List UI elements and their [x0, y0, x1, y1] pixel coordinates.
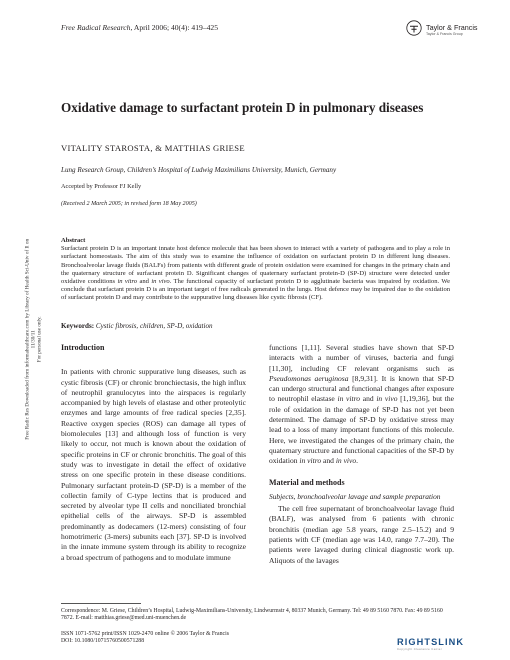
abstract-in-vivo: in vivo [151, 278, 170, 286]
rightslink-name: RIGHTSLINK [397, 637, 465, 647]
rightslink-tagline: Copyright Clearance Center [397, 647, 443, 651]
issn-line: ISSN 1071-5762 print/ISSN 1029-2470 online © 2006 Taylor & Francis [61, 631, 229, 637]
abstract [61, 237, 450, 303]
article-authors: VITALITY STAROSTA, & MATTHIAS GRIESE [61, 143, 245, 153]
keywords-list: Cystic fibrosis, children, SP-D, oxidation [95, 322, 213, 330]
download-watermark [25, 229, 44, 449]
publisher-name: Taylor & Francis [426, 23, 478, 32]
doi-line: DOI: 10.1080/10715760500571288 [61, 638, 145, 645]
publisher-group: Taylor & Francis Group [426, 32, 463, 36]
introduction-paragraph: In patients with chronic suppurative lung diseases, such as cystic fibrosis (CF) or chronic bronchiectasis, the high influx of neutrophil granulocytes into the airspaces is regularly accompanied by high levels of elastase and other proteolytic enzymes and large amounts of free radical species [2,35]. Reactive oxygen species (ROS) can damage all types of biomolecules [13] and although loss of function is very likely to occur, not much is known about the oxidation of specific proteins in CF or chronic bronchitis. The goal of this study was to investigate in detail the effect of oxidative stress on one specific protein in these disease conditions. Pulmonary surfactant protein-D (SP-D) is a member of the collectin family of C-type lectins that is produced and secreted by alveolar type II cells and nonciliated bronchial epithelial cells of the airways. SP-D is assembled predominantly as dodecamers (12-mers) consisting of four homotrimeric (3-mers) subunits each [37]. SP-D is involved in the innate immune system through its ability to recognize a broad spectrum of pathogens and to modulate immune [61, 367, 246, 562]
rightslink-logo[interactable] [397, 637, 489, 651]
abstract-and: and [137, 278, 152, 286]
publisher-logo [406, 20, 486, 40]
left-column [61, 343, 246, 563]
intro-cont-text-c: and [360, 394, 377, 404]
intro-cont-text-b: [8,9,31]. It is known that SP-D can undergo structural and functional changes after exposure to neutrophil elastase [269, 373, 454, 404]
right-column [269, 343, 454, 566]
download-watermark-line1: Free Radic Res Downloaded from informahealthcare.com by Library of Health Sci-Univ of Il on 11/30/11 [24, 238, 37, 440]
intro-in-vivo-1: in vivo [376, 394, 398, 404]
intro-in-vitro-1: in vitro [337, 394, 361, 404]
correspondence-footnote: Correspondence: M. Griese, Children’s Hospital, Ludwig-Maximilians-University, Lindwurmstr 4, 80337 Munich, Germany. Tel: 49 89 5160 7870. Fax: 49 89 5160 7872. E-mail: matthias.griese@med.uni-muenchen.de [61, 608, 443, 622]
species-name: Pseudomonas aeruginosa [269, 373, 349, 383]
abstract-heading: Abstract [61, 237, 86, 244]
abstract-in-vitro: in vitro [117, 278, 138, 286]
introduction-heading: Introduction [61, 343, 105, 352]
intro-in-vivo-2: in vivo [335, 456, 357, 466]
introduction-continued [269, 343, 454, 467]
accepted-by: Accepted by Professor FJ Kelly [61, 183, 142, 190]
methods-heading: Material and methods [269, 477, 345, 487]
download-watermark-line2: For personal use only. [37, 316, 44, 363]
keywords-label: Keywords: [61, 322, 95, 330]
author-affiliation: Lung Research Group, Children’s Hospital of Ludwig Maximilians University, Munich, Germany [61, 166, 337, 174]
intro-cont-end: . [356, 456, 359, 466]
journal-reference [61, 23, 218, 32]
intro-cont-text-e: and [321, 456, 336, 466]
issn-block [61, 631, 229, 645]
abstract-text-part1: Surfactant protein D is an important innate host defence molecule that has been shown to interact with a variety of pathogens and to play a role in surfactant homeostasis. The aim of this study was to examine the influence of oxidation on surfactant protein D in different lung diseases. Bronchoalveolar lavage fluids (BALFs) from patients with different grade of protein oxidation were examined for changes in the primary chain and the quaternary structure of surfactant protein D. Significant changes of quaternary surfactant protein-D (SP-D) structure were detected under oxidative conditions [61, 245, 450, 286]
intro-in-vitro-2: in vitro [299, 456, 322, 466]
received-dates: (Received 2 March 2005; in revised form 18 May 2005) [61, 201, 197, 207]
article-title: Oxidative damage to surfactant protein D in pulmonary diseases [61, 100, 424, 115]
methods-paragraph: The cell free supernatant of bronchoalveolar lavage fluid (BALF), was analysed from 6 patients with chronic bronchitis (median age 5.8 years, range 2.5–15.2) and 9 patients with CF (median age was 14.0, range 7.7–20). The patients were lavaged during clinical diagnostic work up. Aliquots of the lavages [269, 504, 454, 565]
intro-cont-text-a: functions [1,11]. Several studies have shown that SP-D interacts with a number of viruses, bacteria and fungi [11,30], including CF relevant organisms such as [269, 343, 454, 373]
journal-issue: , April 2006; 40(4): 419–425 [130, 23, 218, 32]
journal-name: Free Radical Research [61, 23, 131, 32]
taylor-francis-icon [406, 20, 422, 36]
abstract-text-part2: . The functional capacity of surfactant protein D to agglutinate bacteria was impaired by oxidation. We conclude that surfactant protein D is an important target of free radicals generated in the lungs. Host defence may be impaired due to the oxidation of surfactant protein D and may contribute to the suppurative lung diseases like cystic fibrosis (CF). [61, 278, 450, 302]
keywords [61, 322, 213, 330]
intro-cont-text-d: [1,19,36], but the role of oxidation in the damage of SP-D has not yet been determined. The damage of SP-D by oxidative stress may lead to a loss of many important functions of this molecule. Here, we investigated the changes of the primary chain, the quaternary structure and functional capacities of the SP-D by oxidation [269, 394, 455, 466]
abstract-text [61, 245, 450, 302]
methods-subheading: Subjects, bronchoalveolar lavage and sample preparation [269, 491, 441, 501]
footnote-rule [61, 603, 141, 604]
